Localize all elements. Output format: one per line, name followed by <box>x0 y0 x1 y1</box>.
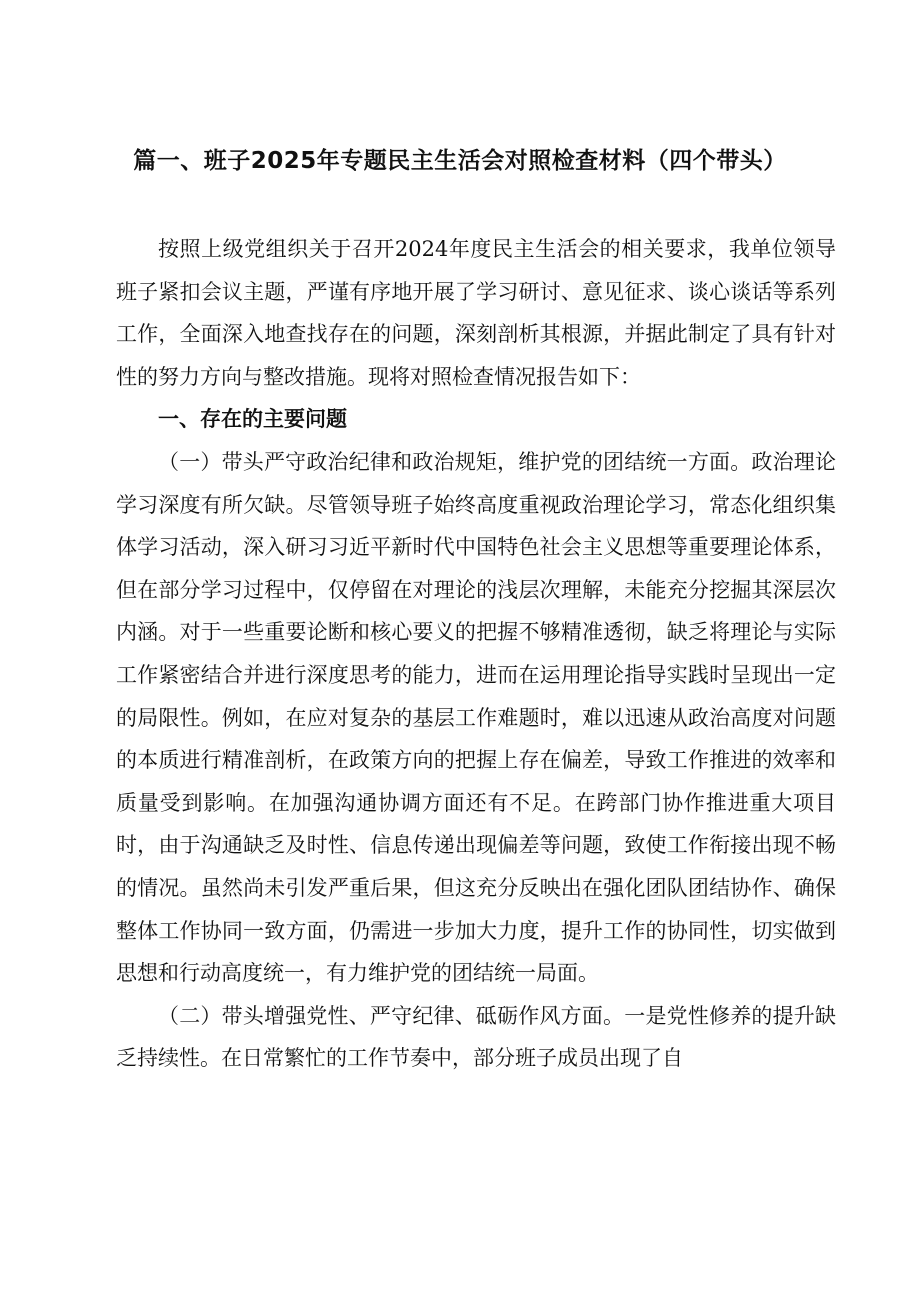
section-heading-main-problems: 一、存在的主要问题 <box>158 407 347 432</box>
document-body <box>116 228 836 1080</box>
intro-paragraph: 按照上级党组织关于召开2024年度民主生活会的相关要求，我单位领导班子紧扣会议主题，严谨有序地开展了学习研讨、意见征求、谈心谈话等系列工作，全面深入地查找存在的问题，深刻剖析其根源，并据此制定了具有针对性的努力方向与整改措施。现将对照检查情况报告如下： <box>116 237 836 389</box>
document-title: 篇一、班子2025年专题民主生活会对照检查材料（四个带头） <box>133 148 787 174</box>
paragraph-party-spirit: （二）带头增强党性、严守纪律、砥砺作风方面。一是党性修养的提升缺乏持续性。在日常繁忙的工作节奏中，部分班子成员出现了自 <box>116 1003 836 1071</box>
paragraph-political-discipline: （一）带头严守政治纪律和政治规矩，维护党的团结统一方面。政治理论学习深度有所欠缺。尽管领导班子始终高度重视政治理论学习，常态化组织集体学习活动，深入研习习近平新时代中国特色社会主义思想等重要理论体系，但在部分学习过程中，仅停留在对理论的浅层次理解，未能充分挖掘其深层次内涵。对于一些重要论断和核心要义的把握不够精准透彻，缺乏将理论与实际工作紧密结合并进行深度思考的能力，进而在运用理论指导实践时呈现出一定的局限性。例如，在应对复杂的基层工作难题时，难以迅速从政治高度对问题的本质进行精准剖析，在政策方向的把握上存在偏差，导致工作推进的效率和质量受到影响。在加强沟通协调方面还有不足。在跨部门协作推进重大项目时，由于沟通缺乏及时性、信息传递出现偏差等问题，致使工作衔接出现不畅的情况。虽然尚未引发严重后果，但这充分反映出在强化团队团结协作、确保整体工作协同一致方面，仍需进一步加大力度，提升工作的协同性，切实做到思想和行动高度统一，有力维护党的团结统一局面。 <box>116 449 836 986</box>
